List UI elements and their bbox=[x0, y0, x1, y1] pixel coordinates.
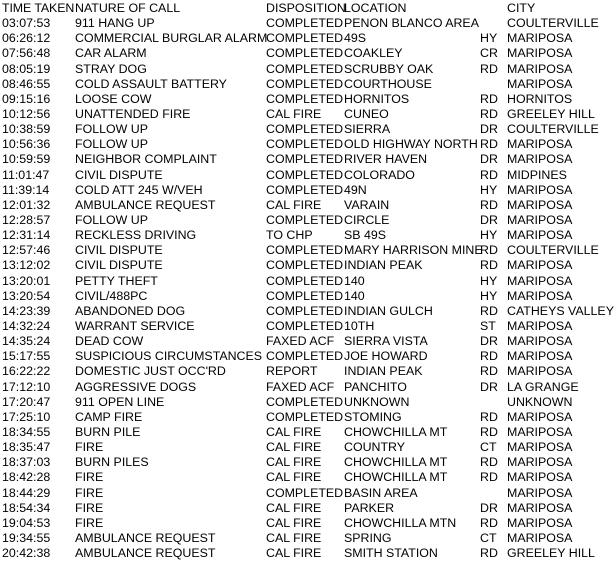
street-suffix: HY bbox=[480, 182, 498, 197]
call-disposition: CAL FIRE bbox=[266, 530, 322, 545]
call-nature: RECKLESS DRIVING bbox=[75, 228, 197, 243]
call-location: CHOWCHILLA MT bbox=[344, 455, 448, 470]
log-row bbox=[0, 440, 614, 455]
street-suffix: RD bbox=[480, 515, 498, 530]
call-time: 14:32:24 bbox=[2, 318, 51, 333]
call-disposition: COMPLETED bbox=[266, 46, 344, 61]
call-disposition: COMPLETED bbox=[266, 273, 344, 288]
header-city: CITY bbox=[507, 1, 536, 15]
call-nature: AMBULANCE REQUEST bbox=[75, 530, 216, 545]
log-row bbox=[0, 92, 614, 107]
call-disposition: COMPLETED bbox=[266, 152, 344, 167]
header-time-taken: TIME TAKEN bbox=[2, 1, 75, 15]
call-time: 09:15:16 bbox=[2, 91, 51, 106]
call-city: MARIPOSA bbox=[507, 409, 573, 424]
log-row bbox=[0, 334, 614, 349]
header-row bbox=[0, 1, 614, 16]
call-time: 08:46:55 bbox=[2, 76, 51, 91]
street-suffix: RD bbox=[480, 197, 498, 212]
call-city: MARIPOSA bbox=[507, 500, 573, 515]
street-suffix: RD bbox=[480, 258, 498, 273]
street-suffix: RD bbox=[480, 349, 498, 364]
header-disposition: DISPOSITION bbox=[266, 1, 346, 15]
call-location: RIVER HAVEN bbox=[344, 152, 428, 167]
call-nature: COLD ASSAULT BATTERY bbox=[75, 76, 227, 91]
call-city: MARIPOSA bbox=[507, 46, 573, 61]
street-suffix: RD bbox=[480, 364, 498, 379]
call-city: HORNITOS bbox=[507, 91, 573, 106]
call-time: 03:07:53 bbox=[2, 16, 51, 31]
street-suffix: CT bbox=[480, 530, 497, 545]
log-row bbox=[0, 46, 614, 61]
street-suffix: RD bbox=[480, 424, 498, 439]
call-location: COLORADO bbox=[344, 167, 415, 182]
log-row bbox=[0, 531, 614, 546]
call-nature: CAMP FIRE bbox=[75, 409, 143, 424]
call-nature: FIRE bbox=[75, 470, 104, 485]
call-time: 18:34:55 bbox=[2, 424, 51, 439]
call-time: 15:17:55 bbox=[2, 349, 51, 364]
call-location: SCRUBBY OAK bbox=[344, 61, 434, 76]
call-time: 18:54:34 bbox=[2, 500, 51, 515]
call-city: MARIPOSA bbox=[507, 273, 573, 288]
call-disposition: COMPLETED bbox=[266, 31, 344, 46]
log-row bbox=[0, 319, 614, 334]
log-row bbox=[0, 168, 614, 183]
call-location: STOMING bbox=[344, 409, 402, 424]
log-row bbox=[0, 289, 614, 304]
header-location: LOCATION bbox=[344, 1, 407, 15]
call-city: GREELEY HILL bbox=[507, 546, 595, 561]
call-disposition: COMPLETED bbox=[266, 182, 344, 197]
call-nature: NEIGHBOR COMPLAINT bbox=[75, 152, 217, 167]
call-time: 19:34:55 bbox=[2, 530, 51, 545]
call-nature: FIRE bbox=[75, 515, 104, 530]
call-nature: FIRE bbox=[75, 500, 104, 515]
log-row bbox=[0, 137, 614, 152]
street-suffix: RD bbox=[480, 106, 498, 121]
street-suffix: RD bbox=[480, 91, 498, 106]
call-location: 49N bbox=[344, 182, 367, 197]
call-disposition: REPORT bbox=[266, 364, 318, 379]
log-row bbox=[0, 122, 614, 137]
call-location: MARY HARRISON MINE bbox=[344, 243, 483, 258]
call-location: 49S bbox=[344, 31, 367, 46]
call-city: COULTERVILLE bbox=[507, 16, 599, 31]
call-location: INDIAN PEAK bbox=[344, 364, 423, 379]
call-location: COURTHOUSE bbox=[344, 76, 432, 91]
log-row bbox=[0, 77, 614, 92]
call-nature: CIVIL/488PC bbox=[75, 288, 148, 303]
call-nature: FOLLOW UP bbox=[75, 137, 148, 152]
call-disposition: COMPLETED bbox=[266, 258, 344, 273]
log-row bbox=[0, 62, 614, 77]
call-nature: DEAD COW bbox=[75, 334, 144, 349]
call-city: MARIPOSA bbox=[507, 76, 573, 91]
call-disposition: COMPLETED bbox=[266, 76, 344, 91]
street-suffix: HY bbox=[480, 273, 498, 288]
log-row bbox=[0, 31, 614, 46]
call-nature: CIVIL DISPUTE bbox=[75, 243, 163, 258]
call-location: SMITH STATION bbox=[344, 546, 438, 561]
call-location: SIERRA VISTA bbox=[344, 334, 428, 349]
call-location: COUNTRY bbox=[344, 440, 406, 455]
call-city: MARIPOSA bbox=[507, 440, 573, 455]
call-nature: DOMESTIC JUST OCC'RD bbox=[75, 364, 226, 379]
street-suffix: RD bbox=[480, 470, 498, 485]
call-location: UNKNOWN bbox=[344, 394, 410, 409]
call-time: 17:25:10 bbox=[2, 409, 51, 424]
log-row bbox=[0, 274, 614, 289]
call-location: CUNEO bbox=[344, 106, 389, 121]
call-nature: SUSPICIOUS CIRCUMSTANCES bbox=[75, 349, 263, 364]
call-time: 18:42:28 bbox=[2, 470, 51, 485]
call-nature: BURN PILE bbox=[75, 424, 141, 439]
log-row bbox=[0, 380, 614, 395]
call-time: 16:22:22 bbox=[2, 364, 51, 379]
call-location: JOE HOWARD bbox=[344, 349, 428, 364]
call-disposition: CAL FIRE bbox=[266, 470, 322, 485]
call-nature: 911 HANG UP bbox=[75, 16, 155, 31]
call-nature: COLD ATT 245 W/VEH bbox=[75, 182, 203, 197]
call-location: PANCHITO bbox=[344, 379, 407, 394]
call-disposition: COMPLETED bbox=[266, 91, 344, 106]
call-disposition: COMPLETED bbox=[266, 485, 344, 500]
call-location: INDIAN PEAK bbox=[344, 258, 423, 273]
street-suffix: RD bbox=[480, 455, 498, 470]
call-city: MARIPOSA bbox=[507, 288, 573, 303]
call-disposition: CAL FIRE bbox=[266, 424, 322, 439]
call-disposition: CAL FIRE bbox=[266, 440, 322, 455]
log-row bbox=[0, 395, 614, 410]
call-nature: FIRE bbox=[75, 485, 104, 500]
call-location: PENON BLANCO AREA bbox=[344, 16, 479, 31]
call-time: 17:12:10 bbox=[2, 379, 51, 394]
log-row bbox=[0, 183, 614, 198]
call-city: MARIPOSA bbox=[507, 258, 573, 273]
call-city: MARIPOSA bbox=[507, 349, 573, 364]
call-location: CIRCLE bbox=[344, 212, 390, 227]
call-time: 17:20:47 bbox=[2, 394, 51, 409]
street-suffix: CT bbox=[480, 440, 497, 455]
call-time: 14:35:24 bbox=[2, 334, 51, 349]
street-suffix: DR bbox=[480, 379, 498, 394]
call-disposition: COMPLETED bbox=[266, 122, 344, 137]
call-disposition: COMPLETED bbox=[266, 288, 344, 303]
call-time: 08:05:19 bbox=[2, 61, 51, 76]
call-time: 18:44:29 bbox=[2, 485, 51, 500]
call-city: UNKNOWN bbox=[507, 394, 573, 409]
call-disposition: CAL FIRE bbox=[266, 546, 322, 561]
call-city: MARIPOSA bbox=[507, 364, 573, 379]
call-city: MARIPOSA bbox=[507, 182, 573, 197]
call-nature: CIVIL DISPUTE bbox=[75, 167, 163, 182]
call-disposition: CAL FIRE bbox=[266, 500, 322, 515]
call-nature: CIVIL DISPUTE bbox=[75, 258, 163, 273]
log-row bbox=[0, 516, 614, 531]
call-disposition: COMPLETED bbox=[266, 349, 344, 364]
call-location: SB 49S bbox=[344, 228, 387, 243]
call-city: MARIPOSA bbox=[507, 334, 573, 349]
call-disposition: COMPLETED bbox=[266, 137, 344, 152]
call-location: PARKER bbox=[344, 500, 395, 515]
call-city: MARIPOSA bbox=[507, 137, 573, 152]
call-city: MARIPOSA bbox=[507, 228, 573, 243]
call-time: 20:42:38 bbox=[2, 546, 51, 561]
call-time: 13:12:02 bbox=[2, 258, 51, 273]
call-nature: UNATTENDED FIRE bbox=[75, 106, 191, 121]
log-row bbox=[0, 349, 614, 364]
dispatch-log bbox=[0, 1, 614, 561]
call-disposition: CAL FIRE bbox=[266, 455, 322, 470]
log-row bbox=[0, 470, 614, 485]
street-suffix: HY bbox=[480, 228, 498, 243]
call-disposition: COMPLETED bbox=[266, 409, 344, 424]
street-suffix: DR bbox=[480, 334, 498, 349]
call-disposition: TO CHP bbox=[266, 228, 313, 243]
call-location: COAKLEY bbox=[344, 46, 403, 61]
log-rows bbox=[0, 16, 614, 561]
street-suffix: DR bbox=[480, 152, 498, 167]
call-nature: CAR ALARM bbox=[75, 46, 147, 61]
street-suffix: RD bbox=[480, 61, 498, 76]
call-nature: PETTY THEFT bbox=[75, 273, 158, 288]
call-time: 11:39:14 bbox=[2, 182, 50, 197]
call-disposition: COMPLETED bbox=[266, 318, 344, 333]
call-city: MARIPOSA bbox=[507, 485, 573, 500]
call-time: 10:12:56 bbox=[2, 106, 51, 121]
call-nature: FOLLOW UP bbox=[75, 212, 148, 227]
call-nature: ABANDONED DOG bbox=[75, 303, 186, 318]
call-disposition: COMPLETED bbox=[266, 303, 344, 318]
call-nature: AGGRESSIVE DOGS bbox=[75, 379, 197, 394]
call-disposition: COMPLETED bbox=[266, 243, 344, 258]
street-suffix: CR bbox=[480, 46, 498, 61]
call-nature: BURN PILES bbox=[75, 455, 149, 470]
log-row bbox=[0, 258, 614, 273]
log-row bbox=[0, 501, 614, 516]
call-location: INDIAN GULCH bbox=[344, 303, 433, 318]
call-location: 10TH bbox=[344, 318, 375, 333]
call-disposition: COMPLETED bbox=[266, 212, 344, 227]
call-city: MARIPOSA bbox=[507, 530, 573, 545]
call-city: COULTERVILLE bbox=[507, 122, 599, 137]
call-disposition: CAL FIRE bbox=[266, 106, 322, 121]
call-location: SIERRA bbox=[344, 122, 391, 137]
call-nature: FIRE bbox=[75, 440, 104, 455]
call-disposition: COMPLETED bbox=[266, 167, 344, 182]
call-city: GREELEY HILL bbox=[507, 106, 595, 121]
call-city: MARIPOSA bbox=[507, 197, 573, 212]
call-time: 10:38:59 bbox=[2, 122, 51, 137]
call-time: 13:20:01 bbox=[2, 273, 51, 288]
call-location: CHOWCHILLA MT bbox=[344, 470, 448, 485]
call-city: MARIPOSA bbox=[507, 515, 573, 530]
log-row bbox=[0, 198, 614, 213]
call-city: MIDPINES bbox=[507, 167, 567, 182]
call-city: LA GRANGE bbox=[507, 379, 579, 394]
call-disposition: COMPLETED bbox=[266, 16, 344, 31]
log-row bbox=[0, 455, 614, 470]
call-nature: STRAY DOG bbox=[75, 61, 147, 76]
call-location: VARAIN bbox=[344, 197, 390, 212]
call-nature: WARRANT SERVICE bbox=[75, 318, 195, 333]
call-time: 12:28:57 bbox=[2, 212, 51, 227]
call-nature: FOLLOW UP bbox=[75, 122, 148, 137]
call-city: MARIPOSA bbox=[507, 455, 573, 470]
call-location: HORNITOS bbox=[344, 91, 410, 106]
street-suffix: RD bbox=[480, 409, 498, 424]
call-city: MARIPOSA bbox=[507, 212, 573, 227]
call-nature: COMMERCIAL BURGLAR ALARM bbox=[75, 31, 268, 46]
log-row bbox=[0, 152, 614, 167]
call-city: MARIPOSA bbox=[507, 470, 573, 485]
call-city: COULTERVILLE bbox=[507, 243, 599, 258]
call-time: 07:56:48 bbox=[2, 46, 51, 61]
call-city: MARIPOSA bbox=[507, 61, 573, 76]
call-disposition: FAXED ACF bbox=[266, 379, 335, 394]
call-city: MARIPOSA bbox=[507, 31, 573, 46]
street-suffix: HY bbox=[480, 288, 498, 303]
call-location: OLD HIGHWAY NORTH bbox=[344, 137, 478, 152]
log-row bbox=[0, 486, 614, 501]
call-city: MARIPOSA bbox=[507, 152, 573, 167]
call-disposition: COMPLETED bbox=[266, 394, 344, 409]
street-suffix: DR bbox=[480, 500, 498, 515]
call-time: 06:26:12 bbox=[2, 31, 51, 46]
call-location: BASIN AREA bbox=[344, 485, 418, 500]
call-city: MARIPOSA bbox=[507, 424, 573, 439]
street-suffix: RD bbox=[480, 167, 498, 182]
call-time: 10:56:36 bbox=[2, 137, 51, 152]
call-location: CHOWCHILLA MT bbox=[344, 424, 448, 439]
street-suffix: RD bbox=[480, 546, 498, 561]
call-disposition: COMPLETED bbox=[266, 61, 344, 76]
log-row bbox=[0, 243, 614, 258]
street-suffix: ST bbox=[480, 318, 496, 333]
street-suffix: DR bbox=[480, 212, 498, 227]
call-disposition: FAXED ACF bbox=[266, 334, 335, 349]
call-location: 140 bbox=[344, 273, 365, 288]
log-row bbox=[0, 304, 614, 319]
call-time: 12:57:46 bbox=[2, 243, 51, 258]
call-time: 12:31:14 bbox=[2, 228, 51, 243]
log-row bbox=[0, 107, 614, 122]
log-row bbox=[0, 228, 614, 243]
header-nature-of-call: NATURE OF CALL bbox=[75, 1, 181, 15]
log-row bbox=[0, 425, 614, 440]
call-nature: LOOSE COW bbox=[75, 91, 152, 106]
call-time: 10:59:59 bbox=[2, 152, 51, 167]
street-suffix: DR bbox=[480, 122, 498, 137]
call-disposition: CAL FIRE bbox=[266, 515, 322, 530]
call-time: 14:23:39 bbox=[2, 303, 51, 318]
street-suffix: RD bbox=[480, 137, 498, 152]
log-row bbox=[0, 410, 614, 425]
call-location: SPRING bbox=[344, 530, 392, 545]
call-time: 19:04:53 bbox=[2, 515, 51, 530]
call-time: 18:35:47 bbox=[2, 440, 51, 455]
call-city: CATHEYS VALLEY bbox=[507, 303, 614, 318]
call-location: 140 bbox=[344, 288, 365, 303]
call-time: 18:37:03 bbox=[2, 455, 51, 470]
street-suffix: RD bbox=[480, 243, 498, 258]
call-time: 11:01:47 bbox=[2, 167, 50, 182]
street-suffix: HY bbox=[480, 31, 498, 46]
call-disposition: CAL FIRE bbox=[266, 197, 322, 212]
call-nature: AMBULANCE REQUEST bbox=[75, 546, 216, 561]
call-city: MARIPOSA bbox=[507, 318, 573, 333]
log-row bbox=[0, 16, 614, 31]
street-suffix: RD bbox=[480, 303, 498, 318]
log-row bbox=[0, 546, 614, 561]
call-nature: AMBULANCE REQUEST bbox=[75, 197, 216, 212]
call-time: 12:01:32 bbox=[2, 197, 51, 212]
call-nature: 911 OPEN LINE bbox=[75, 394, 165, 409]
call-location: CHOWCHILLA MTN bbox=[344, 515, 457, 530]
log-row bbox=[0, 364, 614, 379]
call-time: 13:20:54 bbox=[2, 288, 51, 303]
log-row bbox=[0, 213, 614, 228]
